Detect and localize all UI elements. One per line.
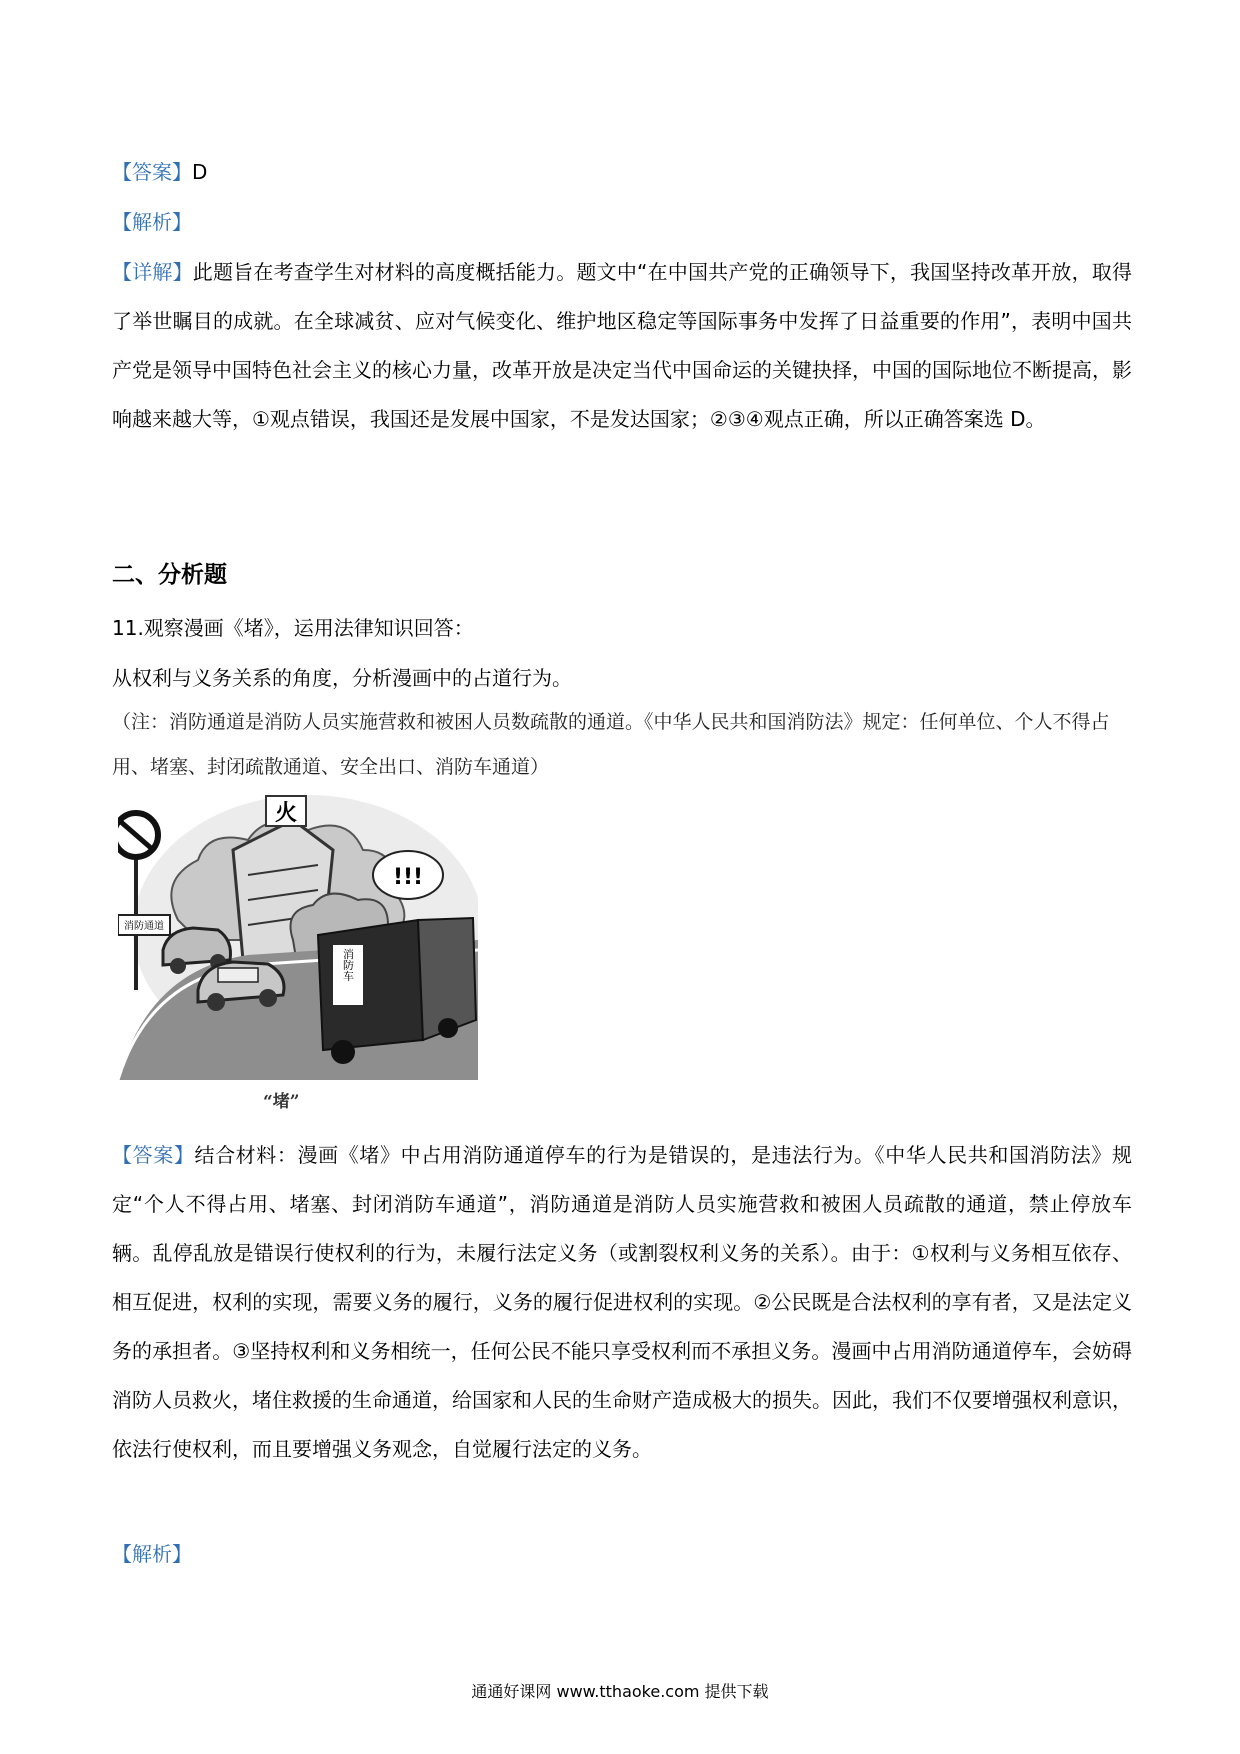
q10-detail-paragraph [112,248,1132,444]
answer-text: 结合材料：漫画《堵》中占用消防通道停车的行为是错误的，是违法行为。《中华人民共和国消防法》规定“个人不得占用、堵塞、封闭消防车通道”，消防通道是消防人员实施营救和被困人员疏散的通道，禁止停放车辆。乱停乱放是错误行使权利的行为，未履行法定义务（或割裂权利义务的关系）。由于：①权利与义务相互依存、相互促进，权利的实现，需要义务的履行，义务的履行促进权利的实现。②公民既是合法权利的享有者，又是法定义务的承担者。③坚持权利和义务相统一，任何公民不能只享受权利而不承担义务。漫画中占用消防通道停车，会妨碍消防人员救火，堵住救援的生命通道，给国家和人民的生命财产造成极大的损失。因此，我们不仅要增强权利意识，依法行使权利，而且要增强义务观念，自觉履行法定的义务。 [112,1143,1133,1461]
fire-lane-cartoon [118,790,478,1080]
detail-label: 【详解】 [112,260,193,284]
q11-question: 从权利与义务关系的角度，分析漫画中的占道行为。 [112,666,572,690]
fire-truck-label: 消防车 [341,948,355,982]
q11-analysis-line [112,1538,1132,1567]
answer-label: 【答案】 [112,160,192,184]
answer-label: 【答案】 [112,1143,195,1167]
analysis-label: 【解析】 [112,1542,192,1566]
fire-label: 火 [274,801,298,826]
page-footer: 通通好课网 www.tthaoke.com 提供下载 [471,1682,769,1701]
q11-note: （注：消防通道是消防人员实施营救和被困人员数疏散的通道。《中华人民共和国消防法》规定：任何单位、个人不得占用、堵塞、封闭疏散通道、安全出口、消防车通道） [112,711,1110,778]
q10-analysis-line [112,206,1132,235]
q10-answer-line [112,156,1132,185]
answer-value: D [192,160,208,184]
section-heading: 二、分析题 [112,562,227,588]
exclaim-text: !!! [392,865,424,890]
cartoon-caption: “堵” [263,1092,300,1112]
fire-lane-sign-text: 消防通道 [124,921,164,932]
analysis-label: 【解析】 [112,210,192,234]
q11-stem: 11.观察漫画《堵》，运用法律知识回答： [112,616,474,640]
detail-text: 此题旨在考查学生对材料的高度概括能力。题文中“在中国共产党的正确领导下，我国坚持改革开放，取得了举世瞩目的成就。在全球减贫、应对气候变化、维护地区稳定等国际事务中发挥了日益重要的作用”，表明中国共产党是领导中国特色社会主义的核心力量，改革开放是决定当代中国命运的关键抉择，中国的国际地位不断提高，影响越来越大等，①观点错误，我国还是发展中国家，不是发达国家；②③④观点正确，所以正确答案选 D。 [112,260,1132,431]
q11-answer-paragraph [112,1131,1132,1474]
